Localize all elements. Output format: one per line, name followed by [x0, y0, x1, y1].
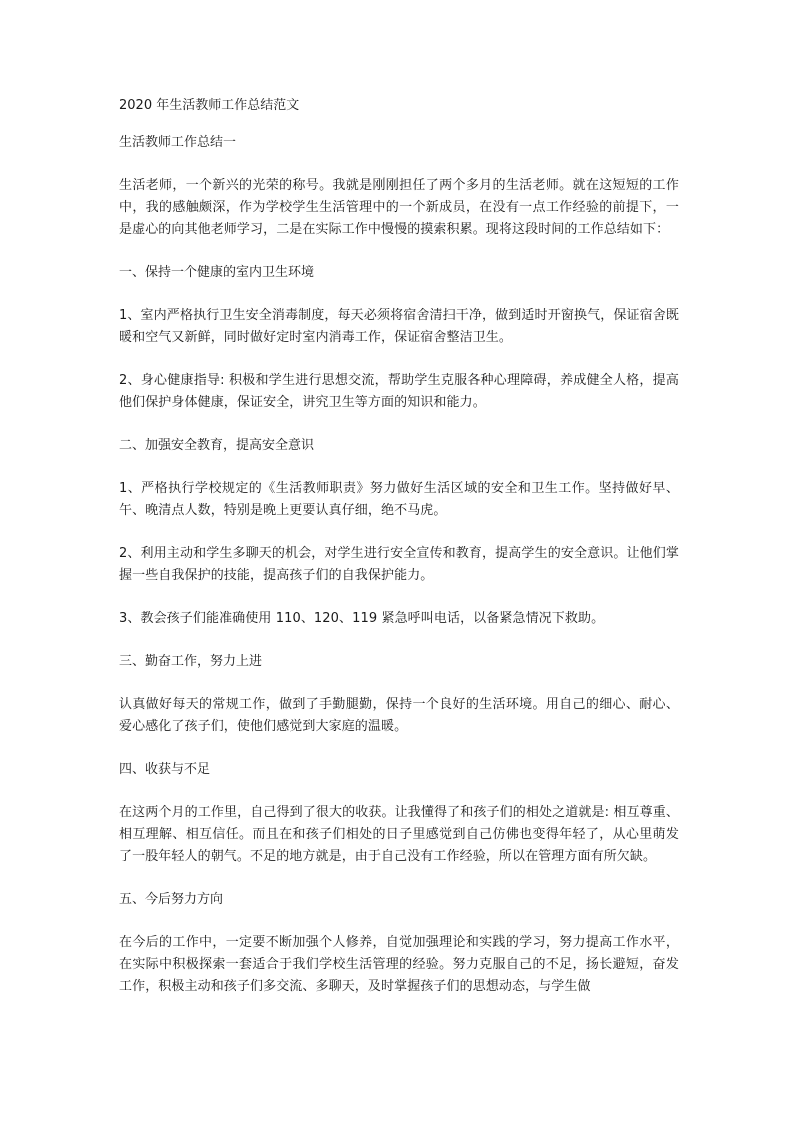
section-heading-1: 一、保持一个健康的室内卫生环境 — [119, 265, 315, 280]
section-2-paragraph-1: 1、严格执行学校规定的《生活教师职责》努力做好生活区域的安全和卫生工作。坚持做好早、午、晚清点人数，特别是晚上更要认真仔细，绝不马虎。 — [119, 481, 679, 518]
section-1-paragraph-1: 1、室内严格执行卫生安全消毒制度，每天必须将宿舍清扫干净，做到适时开窗换气，保证宿舍既暖和空气又新鲜，同时做好定时室内消毒工作，保证宿舍整洁卫生。 — [119, 308, 679, 345]
section-heading-4: 四、收获与不足 — [119, 762, 211, 777]
section-2-paragraph-3: 3、教会孩子们能准确使用 110、120、119 紧急呼叫电话，以备紧急情况下救助。 — [119, 611, 605, 626]
section-heading-5: 五、今后努力方向 — [119, 892, 224, 907]
document-page — [119, 96, 679, 1019]
document-title: 2020 年生活教师工作总结范文 — [119, 98, 300, 113]
section-3-paragraph-1: 认真做好每天的常规工作，做到了手勤腿勤，保持一个良好的生活环境。用自己的细心、耐心、爱心感化了孩子们，使他们感觉到大家庭的温暖。 — [119, 697, 679, 734]
intro-paragraph: 生活老师，一个新兴的光荣的称号。我就是刚刚担任了两个多月的生活老师。就在这短短的工作中，我的感触颇深，作为学校学生生活管理中的一个新成员，在没有一点工作经验的前提下，一是虚心的向其他老师学习，二是在实际工作中慢慢的摸索积累。现将这段时间的工作总结如下： — [119, 178, 679, 237]
section-4-paragraph-1: 在这两个月的工作里，自己得到了很大的收获。让我懂得了和孩子们的相处之道就是: 相互尊重、相互理解、相互信任。而且在和孩子们相处的日子里感觉到自己仿佛也变得年轻了，从心里萌发了一股年轻人的朝气。不足的地方就是，由于自己没有工作经验，所以在管理方面有所欠缺。 — [119, 805, 679, 864]
section-5-paragraph-1: 在今后的工作中，一定要不断加强个人修养，自觉加强理论和实践的学习，努力提高工作水平，在实际中积极探索一套适合于我们学校生活管理的经验。努力克服自己的不足，扬长避短，奋发工作，积极主动和孩子们多交流、多聊天，及时掌握孩子们的思想动态，与学生做 — [119, 935, 679, 994]
document-subtitle: 生活教师工作总结一 — [119, 135, 237, 150]
section-heading-3: 三、勤奋工作，努力上进 — [119, 654, 263, 669]
section-2-paragraph-2: 2、利用主动和学生多聊天的机会，对学生进行安全宣传和教育，提高学生的安全意识。让他们掌握一些自我保护的技能，提高孩子们的自我保护能力。 — [119, 546, 679, 583]
section-1-paragraph-2: 2、身心健康指导: 积极和学生进行思想交流，帮助学生克服各种心理障碍，养成健全人格，提高他们保护身体健康，保证安全，讲究卫生等方面的知识和能力。 — [119, 373, 679, 410]
section-heading-2: 二、加强安全教育，提高安全意识 — [119, 438, 315, 453]
